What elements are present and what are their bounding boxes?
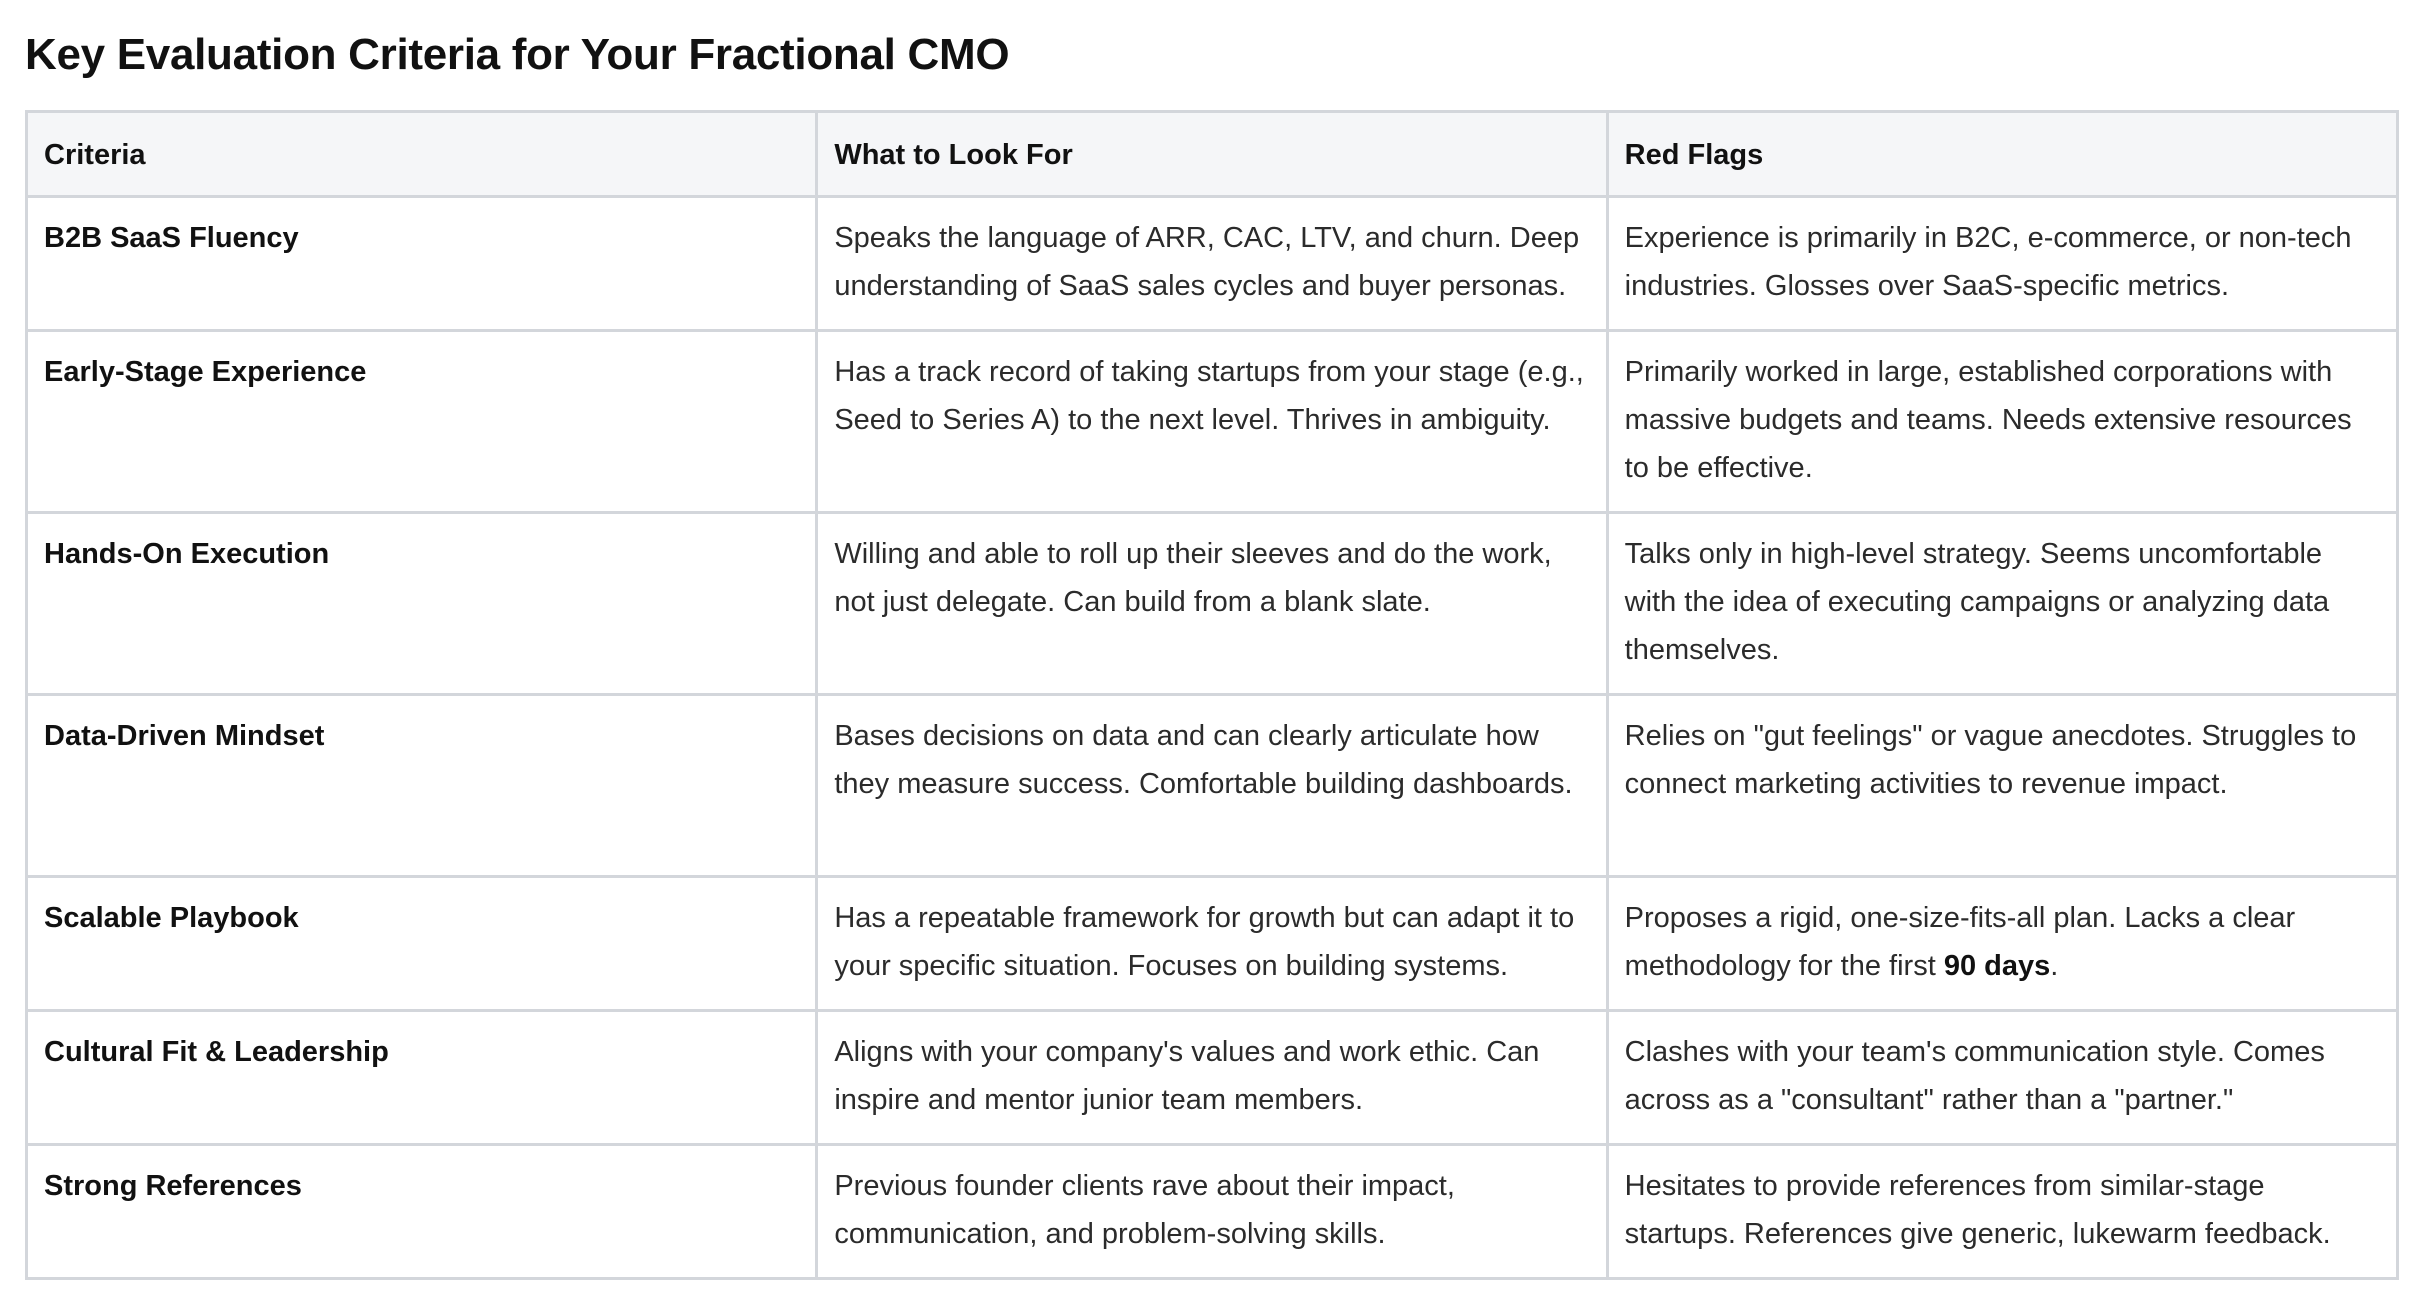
look-for-cell: Bases decisions on data and can clearly articulate how they measure success. Comfortable building dashboards.: [817, 695, 1607, 877]
table-row: [27, 1145, 2398, 1279]
table-row: [27, 513, 2398, 695]
look-for-cell: Previous founder clients rave about their impact, communication, and problem-solving skills.: [817, 1145, 1607, 1279]
header-what-to-look-for: What to Look For: [817, 112, 1607, 197]
red-flags-cell: [1607, 877, 2397, 1011]
red-flags-cell: Primarily worked in large, established corporations with massive budgets and teams. Needs extensive resources to be effective.: [1607, 331, 2397, 513]
header-criteria: Criteria: [27, 112, 817, 197]
red-flags-cell: Relies on "gut feelings" or vague anecdotes. Struggles to connect marketing activities to revenue impact.: [1607, 695, 2397, 877]
look-for-cell: Aligns with your company's values and work ethic. Can inspire and mentor junior team members.: [817, 1011, 1607, 1145]
red-flags-cell: Talks only in high-level strategy. Seems uncomfortable with the idea of executing campaigns or analyzing data themselves.: [1607, 513, 2397, 695]
red-flags-cell: Clashes with your team's communication style. Comes across as a "consultant" rather than a "partner.": [1607, 1011, 2397, 1145]
table-row: [27, 331, 2398, 513]
look-for-cell: Speaks the language of ARR, CAC, LTV, and churn. Deep understanding of SaaS sales cycles and buyer personas.: [817, 197, 1607, 331]
criteria-cell: Cultural Fit & Leadership: [27, 1011, 817, 1145]
criteria-cell: Hands-On Execution: [27, 513, 817, 695]
table-header-row: [27, 112, 2398, 197]
criteria-table: [25, 110, 2399, 1280]
page-title: Key Evaluation Criteria for Your Fractional CMO: [25, 30, 1010, 79]
criteria-cell: Strong References: [27, 1145, 817, 1279]
red-flags-cell: Experience is primarily in B2C, e-commerce, or non-tech industries. Glosses over SaaS-specific metrics.: [1607, 197, 2397, 331]
criteria-cell: B2B SaaS Fluency: [27, 197, 817, 331]
look-for-cell: Willing and able to roll up their sleeves and do the work, not just delegate. Can build from a blank slate.: [817, 513, 1607, 695]
criteria-cell: Early-Stage Experience: [27, 331, 817, 513]
red-flags-text: Proposes a rigid, one-size-fits-all plan. Lacks a clear methodology for the first: [1624, 902, 2296, 982]
table-row: [27, 197, 2398, 331]
red-flags-text-end: .: [2050, 950, 2059, 982]
criteria-cell: Data-Driven Mindset: [27, 695, 817, 877]
look-for-cell: Has a track record of taking startups from your stage (e.g., Seed to Series A) to the next level. Thrives in ambiguity.: [817, 331, 1607, 513]
look-for-cell: Has a repeatable framework for growth but can adapt it to your specific situation. Focuses on building systems.: [817, 877, 1607, 1011]
table-row: [27, 877, 2398, 1011]
table-row: [27, 695, 2398, 877]
red-flags-cell: Hesitates to provide references from similar-stage startups. References give generic, lukewarm feedback.: [1607, 1145, 2397, 1279]
header-red-flags: Red Flags: [1607, 112, 2397, 197]
table-row: [27, 1011, 2398, 1145]
emphasis-text: 90 days: [1943, 950, 2051, 982]
criteria-cell: Scalable Playbook: [27, 877, 817, 1011]
